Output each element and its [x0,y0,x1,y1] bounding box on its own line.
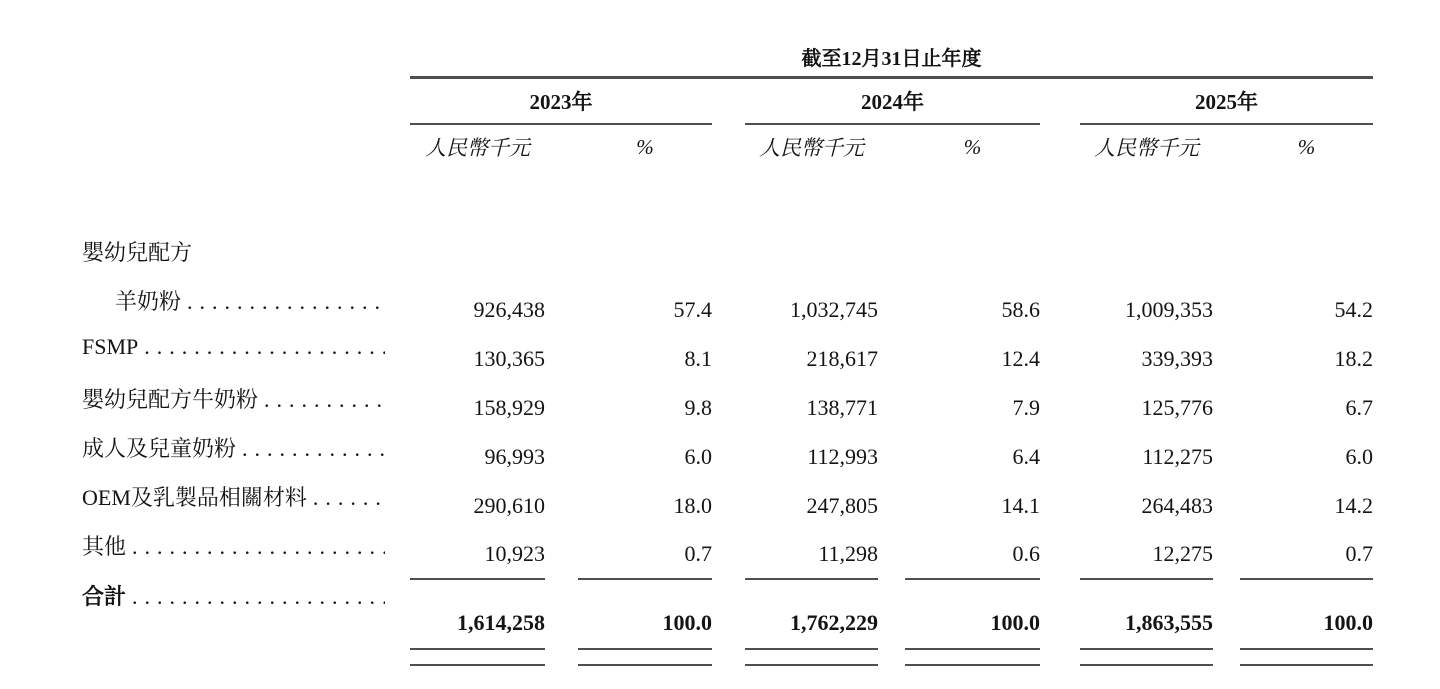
pct-cell-2025: 54.2 [1334,296,1373,322]
dot-leader [264,387,385,413]
pct-cell-2024: 14.1 [1001,492,1040,518]
amount-cell-2024: 138,771 [806,394,878,420]
row-label-text: OEM及乳製品相關材料 [82,485,307,510]
amount-cell-2024: 218,617 [806,345,878,371]
revenue-breakdown-table [82,46,1373,662]
dot-leader [313,485,385,511]
dot-leader [242,436,385,462]
amount-cell-2025: 1,009,353 [1125,296,1213,322]
pct-cell-2024: 58.6 [1001,296,1040,322]
amount-cell-2024: 247,805 [806,492,878,518]
pct-cell-2025: 6.7 [1345,394,1373,420]
total-pct-2025: 100.0 [1323,610,1373,635]
amount-cell-2024: 1,032,745 [790,296,878,322]
table-row-goat-milk [82,285,1373,334]
row-label-text: 其他 [82,534,127,559]
amount-cell-2023: 926,438 [473,296,545,322]
double-rule [1080,648,1213,666]
total-amount-2023: 1,614,258 [457,610,545,635]
pct-cell-2024: 6.4 [1012,443,1040,469]
total-pct-2024: 100.0 [990,610,1040,635]
col-header-rmb-2024: 人民幣千元 [759,136,864,160]
row-label [82,383,410,432]
row-label-group [82,236,410,285]
amount-cell-2023: 290,610 [473,492,545,518]
table-row-oem-dairy-materials [82,481,1373,530]
table-row-others [82,530,1373,580]
col-header-rmb-2023: 人民幣千元 [425,136,530,160]
table-row-cow-milk-formula [82,383,1373,432]
pct-cell-2024: 7.9 [1012,394,1040,420]
double-rule [745,648,878,666]
total-amount-2025: 1,863,555 [1125,610,1213,635]
pct-cell-2023: 18.0 [673,492,712,518]
table-row-adult-children-milk [82,432,1373,481]
table-row-group-header [82,236,1373,285]
amount-cell-2025: 339,393 [1141,345,1213,371]
amount-cell-2025: 264,483 [1141,492,1213,518]
col-header-pct-2024: % [963,134,982,159]
amount-cell-2023: 10,923 [410,530,545,580]
row-label-text: 成人及兒童奶粉 [82,436,237,461]
dot-leader [132,534,385,560]
pct-cell-2025: 0.7 [1240,530,1373,580]
double-rule [905,648,1040,666]
pct-cell-2024: 0.6 [905,530,1040,580]
amount-cell-2025: 125,776 [1141,394,1213,420]
col-header-rmb-2025: 人民幣千元 [1094,136,1199,160]
col-header-pct-2025: % [1297,134,1316,159]
pct-cell-2023: 57.4 [673,296,712,322]
amount-cell-2024: 11,298 [745,530,878,580]
column-header-row [82,125,1373,169]
pct-cell-2025: 14.2 [1334,492,1373,518]
total-double-rule-row [82,648,1373,662]
table-title: 截至12月31日止年度 [410,46,1373,79]
total-label-text: 合計 [82,584,127,609]
amount-cell-2025: 12,275 [1080,530,1213,580]
row-label [82,481,410,530]
dot-leader [144,334,385,360]
group-header-text: 嬰幼兒配方 [82,240,193,265]
double-rule [1240,648,1373,666]
pct-cell-2023: 0.7 [578,530,712,580]
pct-cell-2024: 12.4 [1001,345,1040,371]
table-header-row [82,46,1373,79]
year-header-2023: 2023年 [410,79,712,125]
amount-cell-2025: 112,275 [1142,443,1213,469]
year-header-2025: 2025年 [1080,79,1373,125]
spacer [82,169,1373,236]
row-label [82,432,410,481]
row-label [82,530,410,580]
double-rule [578,648,712,666]
pct-cell-2023: 6.0 [684,443,712,469]
total-amount-2024: 1,762,229 [790,610,878,635]
pct-cell-2023: 9.8 [684,394,712,420]
col-header-pct-2023: % [636,134,654,159]
year-header-row [82,79,1373,125]
amount-cell-2023: 158,929 [473,394,545,420]
double-rule [410,648,545,666]
row-label [82,285,410,334]
year-header-2024: 2024年 [745,79,1040,125]
amount-cell-2024: 112,993 [807,443,878,469]
amount-cell-2023: 130,365 [473,345,545,371]
table-row-fsmp [82,334,1373,383]
dot-leader [132,584,385,610]
pct-cell-2025: 6.0 [1345,443,1373,469]
row-label-text: FSMP [82,334,139,359]
total-pct-2023: 100.0 [662,610,712,635]
amount-cell-2023: 96,993 [484,443,545,469]
table-row-total [82,580,1373,648]
dot-leader [187,289,385,315]
pct-cell-2023: 8.1 [684,345,712,371]
total-label [82,580,410,648]
pct-cell-2025: 18.2 [1334,345,1373,371]
row-label-text: 嬰幼兒配方牛奶粉 [82,387,259,412]
row-label [82,334,410,383]
row-label-text: 羊奶粉 [115,289,182,314]
